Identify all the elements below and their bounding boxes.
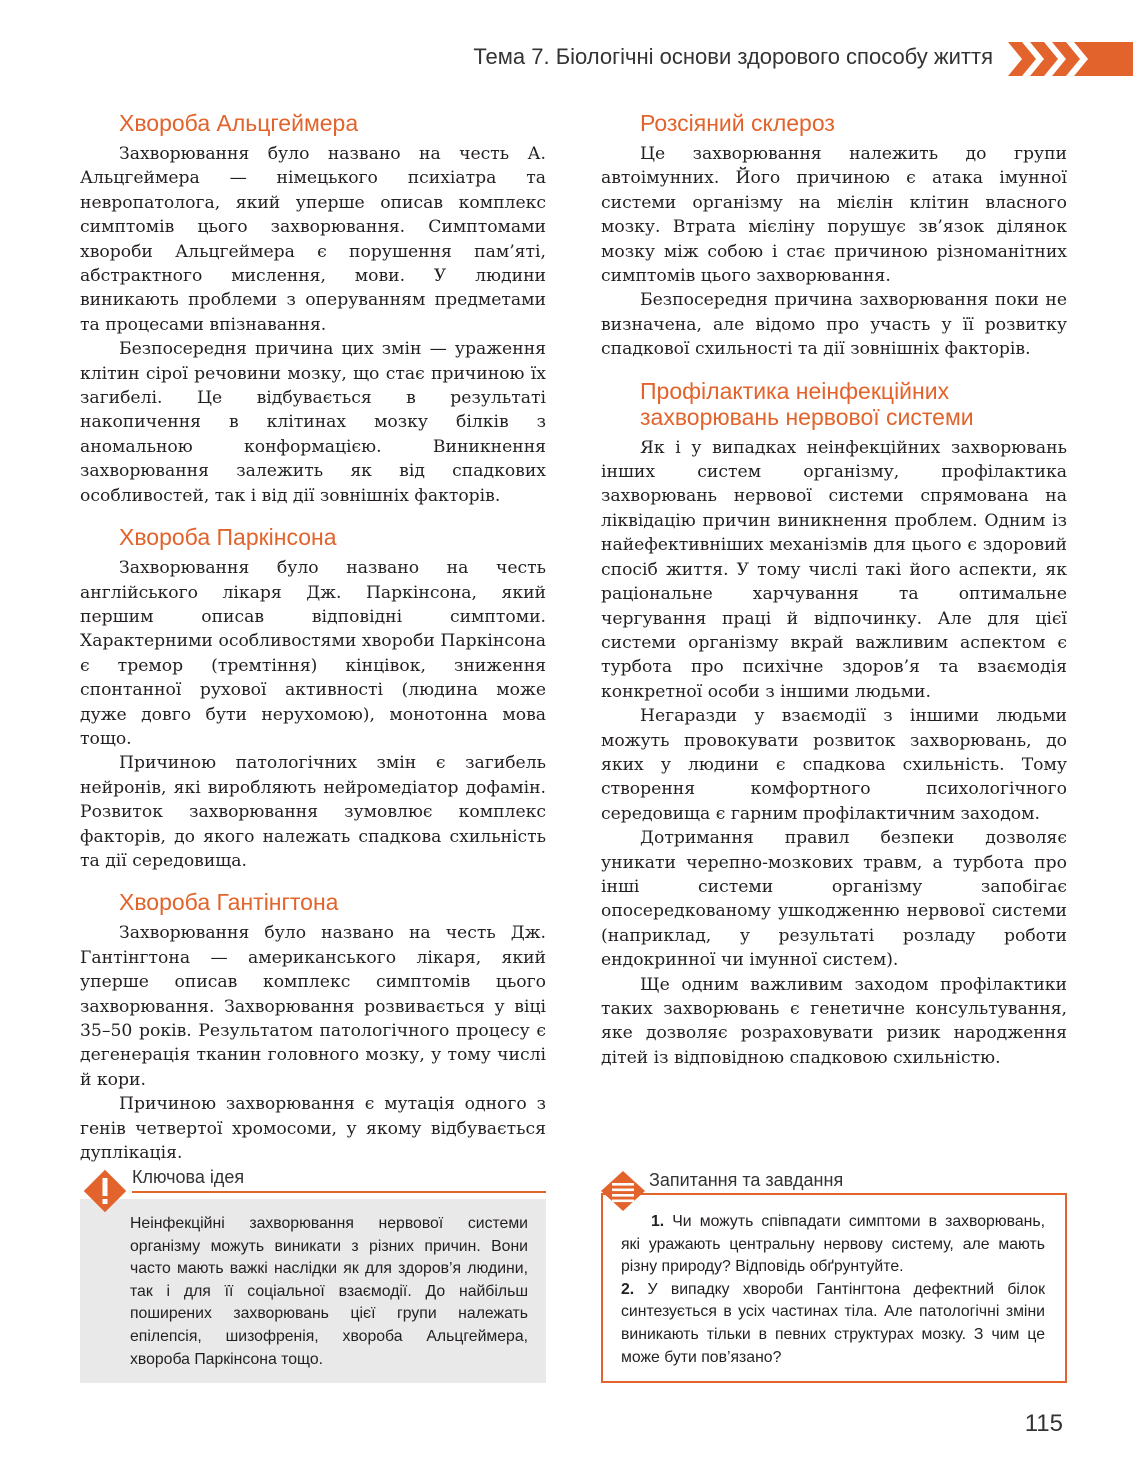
section-heading: Хвороба Альцгеймера — [119, 110, 359, 136]
section-heading: Хвороба Паркінсона — [119, 524, 337, 551]
question-text: У випадку хвороби Гантінгтона дефектний білок синтезується в усіх частинах тіла. Але патологічні зміни виникають тільки в певних структурах мозку. З чим це може бути пов’язано? — [621, 1280, 1045, 1366]
page-number: 115 — [1024, 1410, 1063, 1437]
paragraph: Причиною патологічних змін є загибель нейронів, які виробляють нейромедіатор дофамін. Розвиток захворювання зумовлює комплекс факторів, до якого належать спадкова схильність та дії середовища. — [80, 753, 546, 871]
paragraph: Негаразди у взаємодії з іншими людьми можуть провокувати розвиток захворювань, до яких у людини є спадкова схильність. Тому створення комфортного психологічного середовища є гарним профілактичним заходом. — [601, 706, 1067, 824]
key-idea-text: Неінфекційні захворювання нервової системи організму можуть виникати з різних причин. Вони часто мають важкі наслідки як для здоров’я людини, так і для її соціальної взаємодії. До найбільш поширених захворювань цієї групи належать епілепсія, шизофренія, хвороба Альцгеймера, хвороба Паркінсона тощо. — [80, 1199, 546, 1383]
key-idea-title — [132, 1167, 546, 1193]
paragraph: Захворювання було названо на честь Дж. Гантінгтона — американського лікаря, який уперше описав комплекс симптомів цього захворювання. Захворювання розвивається у віці 35–50 років. Результатом патологічного процесу є дегенерація тканин головного мозку, у тому числі й кори. — [80, 923, 546, 1090]
paragraph: Безпосередня причина захворювання поки не визначена, але відомо про участь у її розвитку спадкової схильності та дії зовнішніх факторів. — [601, 290, 1067, 360]
paragraph: Захворювання було названо на честь А. Альцгеймера — німецького психіатра та невропатолога, який уперше описав комплекс симптомів цього захворювання. Симптомами хвороби Альцгеймера є порушення пам’яті, абстрактного мислення, мови. У людини виникають проблеми з оперуванням предметами та процесами впізнавання. — [80, 144, 546, 335]
questions-list — [601, 1193, 1067, 1383]
section-heading: Розсіяний склероз — [640, 110, 835, 136]
questions-title: Запитання та завдання — [649, 1170, 844, 1190]
paragraph: Ще одним важливим заходом профілактики таких захворювань є генетичне консультування, яке дозволяє розраховувати ризик народження дітей із відповідною спадковою схильністю. — [601, 974, 1067, 1068]
exclamation-icon — [82, 1168, 128, 1214]
paragraph: Дотримання правил безпеки дозволяє уникати черепно-мозкових травм, а турбота про інші системи організму запобігає опосередкованому ушкодженню нервової системи (наприклад, у результаті розладу роботи ендокринної чи імунної систем). — [601, 828, 1067, 971]
key-idea-title-text: Ключова ідея — [132, 1167, 245, 1187]
question-number: 2. — [621, 1280, 635, 1298]
paragraph: Як і у випадках неінфекційних захворювань інших систем організму, профілактика захворювань нервової системи спрямована на ліквідацію причин виникнення проблем. Одним із найефективніших механізмів для цього є здоровий спосіб життя. У тому числі такі його аспекти, як раціональне харчування та оптимальне чергування праці й відпочинку. Але для цієї системи організму вкрай важливим аспектом є турбота про психічне здоров’я та взаємодія конкретної особи з іншими людьми. — [601, 437, 1067, 702]
section-heading: Хвороба Гантінгтона — [119, 889, 339, 916]
running-header: Тема 7. Біологічні основи здорового способу життя — [473, 44, 993, 69]
section-multiple-sclerosis — [601, 110, 1067, 362]
question-text: Чи можуть співпадати симптоми в захворювань, які уражають центральну нервову систему, але мають різну природу? Відповідь обґрунтуйте. — [621, 1213, 1045, 1276]
paragraph: Це захворювання належить до групи автоімунних. Його причиною є атака імунної системи організму на мієлін клітин власного мозку. Втрата мієліну порушує зв’язок ділянок мозку між собою і стає причиною різноманітних симптомів цього захворювання. — [601, 144, 1067, 287]
paragraph: Захворювання було названо на честь англійського лікаря Дж. Паркінсона, який першим описав відповідні симптоми. Характерними особливостями хвороби Паркінсона є тремор (тремтіння) кінцівок, зниження спонтанної рухової активності (людина може дуже довго бути нерухомою), монотонна мова тощо. — [80, 558, 546, 749]
question-number: 1. — [651, 1213, 665, 1230]
chevron-decoration-icon — [1008, 42, 1133, 76]
paragraph: Причиною захворювання є мутація одного з генів четвертої хромосоми, у якому відбувається дуплікація. — [80, 1094, 546, 1164]
questions-box — [601, 1167, 1067, 1383]
question-item — [621, 1279, 1045, 1369]
key-idea-box — [80, 1167, 546, 1383]
section-prevention — [601, 378, 1067, 1071]
section-heading: Профілактика неінфекційних захворювань нервової системи — [640, 377, 974, 430]
list-icon — [599, 1169, 647, 1213]
section-alzheimer — [80, 110, 546, 508]
section-parkinson — [80, 524, 546, 873]
paragraph: Безпосередня причина цих змін — ураження клітин сірої речовини мозку, що стає причиною їх загибелі. Це відбувається в результаті накопичення в клітинах мозку білків з аномальною конформацією. Виникнення захворювання залежить як від спадкових особливостей, так і від дії зовнішніх факторів. — [80, 339, 546, 506]
question-item — [621, 1211, 1045, 1279]
left-column — [80, 110, 546, 1181]
right-column — [601, 110, 1067, 1086]
section-huntington — [80, 889, 546, 1165]
